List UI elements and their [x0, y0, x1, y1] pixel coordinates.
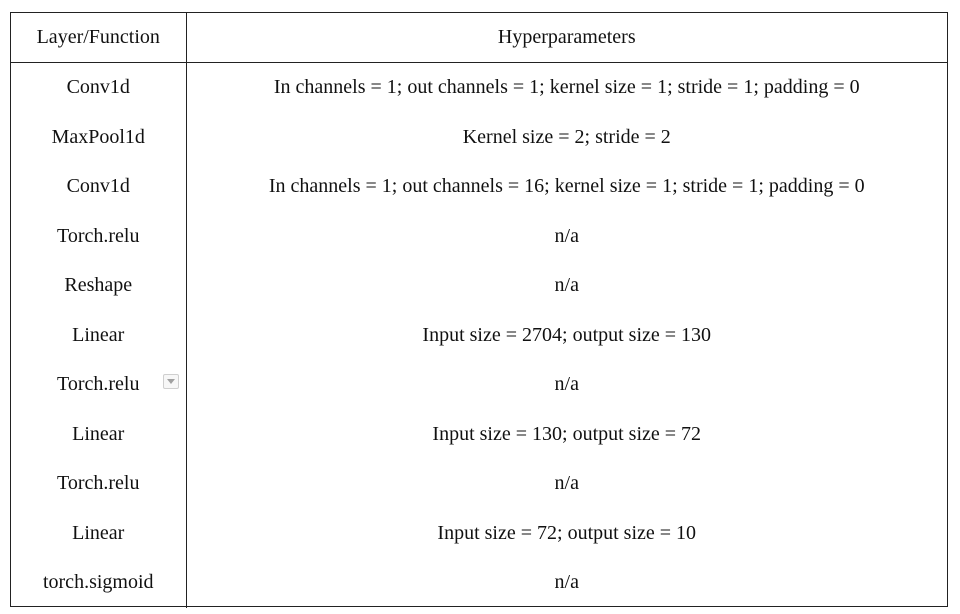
hyperparameters-cell: Input size = 2704; output size = 130 [422, 323, 712, 346]
layer-cell: Torch.relu [11, 459, 186, 509]
hyperparameters-table-container [10, 12, 948, 607]
table-row [11, 311, 947, 361]
hyperparameters-cell: n/a [554, 373, 579, 396]
hyperparameters-cell: In channels = 1; out channels = 1; kernel size = 1; stride = 1; padding = 0 [273, 76, 860, 99]
layer-cell: Torch.relu [11, 212, 186, 262]
layer-cell: torch.sigmoid [11, 558, 186, 608]
hyperparameters-cell: Kernel size = 2; stride = 2 [462, 125, 671, 148]
table-row [11, 63, 947, 113]
layer-cell: Reshape [11, 261, 186, 311]
layer-cell-label: Torch.relu [57, 373, 140, 396]
layer-cell: Linear [11, 410, 186, 460]
hyperparameters-cell: n/a [554, 224, 579, 247]
layer-cell: Linear [11, 509, 186, 559]
hyperparameters-cell: n/a [554, 472, 579, 495]
layer-cell: MaxPool1d [11, 113, 186, 163]
column-header-layer-function: Layer/Function [11, 13, 186, 63]
table-row [11, 410, 947, 460]
table-row [11, 212, 947, 262]
table-row [11, 509, 947, 559]
hyperparameters-cell: n/a [554, 274, 579, 297]
row-dropdown-toggle[interactable] [163, 374, 179, 389]
column-header-hyperparameters: Hyperparameters [186, 13, 947, 63]
table-row [11, 459, 947, 509]
layer-cell: Conv1d [11, 162, 186, 212]
hyperparameters-table [11, 13, 947, 608]
hyperparameters-cell: Input size = 130; output size = 72 [432, 422, 702, 445]
layer-cell [11, 360, 186, 410]
table-header-row [11, 13, 947, 63]
hyperparameters-cell: In channels = 1; out channels = 16; kernel size = 1; stride = 1; padding = 0 [268, 175, 865, 198]
table-row [11, 558, 947, 608]
layer-cell: Linear [11, 311, 186, 361]
table-row [11, 360, 947, 410]
hyperparameters-cell: Input size = 72; output size = 10 [437, 521, 697, 544]
hyperparameters-cell: n/a [554, 571, 579, 594]
table-row [11, 261, 947, 311]
chevron-down-icon [167, 379, 175, 384]
table-row [11, 162, 947, 212]
table-row [11, 113, 947, 163]
layer-cell: Conv1d [11, 63, 186, 113]
